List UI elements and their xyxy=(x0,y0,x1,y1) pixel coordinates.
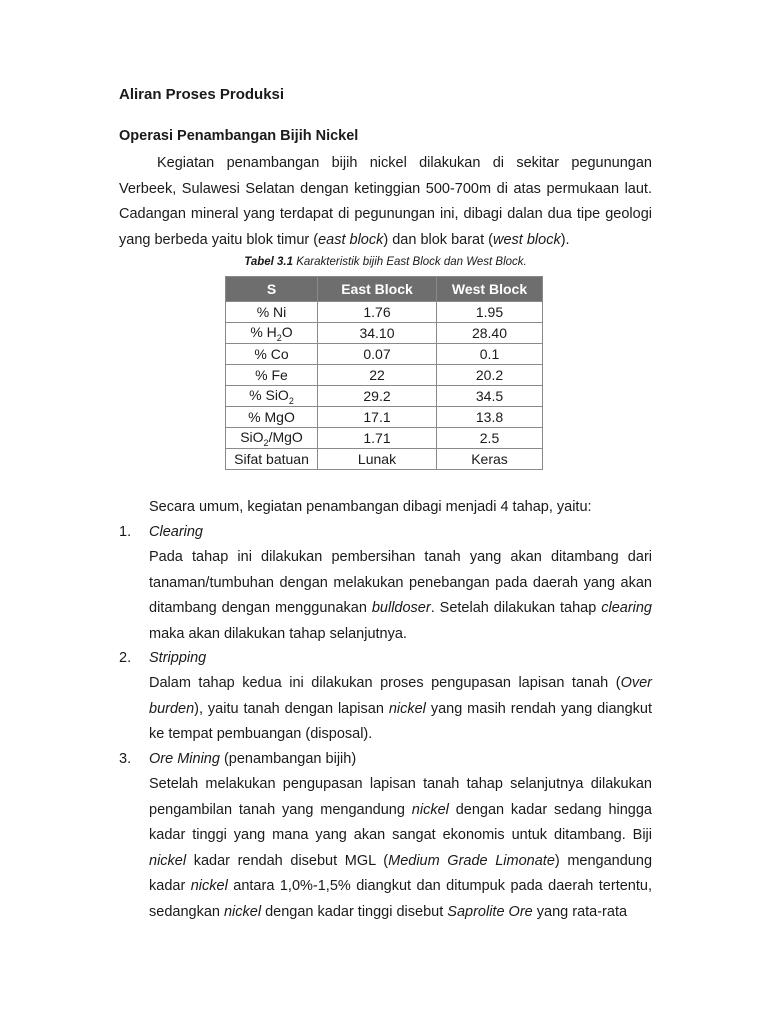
parameter-cell: % MgO xyxy=(226,407,318,428)
header-s: S xyxy=(226,277,318,302)
east-block-cell: 34.10 xyxy=(318,323,437,344)
intro-text-1: Kegiatan penambangan bijih nickel dilakukan di sekitar pegunungan Verbeek, Sulawesi Selatan dengan ketinggian 500-700m di atas permukaan laut. Cadangan mineral yang terdapat di pegunungan ini, dibagi dalan dua tipe geologi yang berbeda yaitu blok timur ( xyxy=(119,155,652,248)
body-text: yang rata-rata xyxy=(532,903,628,920)
body-italic: bulldoser xyxy=(371,600,431,616)
body-italic: Over burden xyxy=(149,675,652,717)
west-block-cell: 28.40 xyxy=(437,323,543,344)
parameter-cell: Sifat batuan xyxy=(226,449,318,470)
parameter-cell: % Ni xyxy=(226,302,318,323)
body-text: Pada tahap ini dilakukan pembersihan tanah yang akan ditambang dari tanaman/tumbuhan dengan melakukan penebangan pada daerah yang akan ditambang dengan menggunakan xyxy=(149,549,652,616)
body-text: dengan kadar tinggi disebut xyxy=(261,903,448,920)
table-row xyxy=(226,407,543,428)
west-block-cell: 34.5 xyxy=(437,386,543,407)
body-text: antara 1,0%-1,5% diangkut dan ditumpuk pada daerah tertentu, sedangkan xyxy=(149,878,652,920)
parameter-cell: SiO$_2$/MgO xyxy=(226,428,318,449)
west-block-cell: 1.95 xyxy=(437,302,543,323)
west-block-cell: 20.2 xyxy=(437,365,543,386)
list-body-clearing xyxy=(149,545,652,647)
table-row xyxy=(226,428,543,449)
body-italic: Saprolite Ore xyxy=(447,903,533,920)
intro-italic-1: east block xyxy=(318,231,384,248)
list-number-2: 2. xyxy=(119,650,132,666)
west-block-cell: 2.5 xyxy=(437,428,543,449)
intro-paragraph xyxy=(119,151,652,253)
body-italic: nickel xyxy=(411,801,449,818)
section-heading: Operasi Penambangan Bijih Nickel xyxy=(119,128,359,144)
east-block-cell: 29.2 xyxy=(318,386,437,407)
table-row xyxy=(226,323,543,344)
west-block-cell: Keras xyxy=(437,449,543,470)
body-italic: nickel xyxy=(223,903,262,920)
east-block-cell: 17.1 xyxy=(318,407,437,428)
caption-label: Tabel 3.1 xyxy=(244,256,294,268)
intro-italic-2: west block xyxy=(493,231,561,248)
table-row xyxy=(226,302,543,323)
stages-lead-paragraph: Secara umum, kegiatan penambangan dibagi menjadi 4 tahap, yaitu: xyxy=(149,499,592,515)
body-italic: Medium Grade Limonate xyxy=(388,852,555,869)
body-text: . Setelah dilakukan tahap xyxy=(430,600,602,616)
body-text: Dalam tahap kedua ini dilakukan proses pengupasan lapisan tanah ( xyxy=(149,675,621,691)
parameter-cell: % SiO$_2$ xyxy=(226,386,318,407)
body-text: ) mengandung kadar xyxy=(149,852,653,894)
caption-text: Karakteristik bijih East Block dan West Block. xyxy=(293,256,527,268)
intro-text-3: ). xyxy=(560,231,570,248)
list-body-ore-mining xyxy=(149,772,652,925)
parameter-cell: % $H_2O$ xyxy=(226,323,318,344)
characteristics-table xyxy=(225,276,543,470)
parameter-cell: % Fe xyxy=(226,365,318,386)
table-row xyxy=(226,386,543,407)
table-caption xyxy=(119,256,652,268)
east-block-cell: Lunak xyxy=(318,449,437,470)
heading-text: Ore Mining xyxy=(149,751,220,767)
heading-text: Stripping xyxy=(149,650,207,666)
parameter-cell: % Co xyxy=(226,344,318,365)
list-number-3: 3. xyxy=(119,751,132,767)
list-heading-ore-mining xyxy=(149,747,356,773)
header-east-block: East Block xyxy=(318,277,437,302)
body-text: ), yaitu tanah dengan lapisan xyxy=(194,700,389,717)
list-number-1: 1. xyxy=(119,524,132,540)
list-heading-clearing xyxy=(149,520,203,546)
west-block-cell: 13.8 xyxy=(437,407,543,428)
heading-text: Clearing xyxy=(149,524,203,540)
body-text: dengan kadar sedang hingga kadar tinggi yang mana yang akan sangat ekonomis untuk ditambang. Biji xyxy=(149,801,652,843)
list-heading-stripping xyxy=(149,646,206,672)
east-block-cell: 1.71 xyxy=(318,428,437,449)
body-italic: clearing xyxy=(601,600,652,616)
table-row xyxy=(226,344,543,365)
body-text: maka akan dilakukan tahap selanjutnya. xyxy=(149,625,407,642)
table-row xyxy=(226,365,543,386)
body-text: kadar rendah disebut MGL ( xyxy=(186,852,389,869)
east-block-cell: 22 xyxy=(318,365,437,386)
body-text: yang masih rendah yang diangkut ke tempat pembuangan (disposal). xyxy=(149,700,652,742)
west-block-cell: 0.1 xyxy=(437,344,543,365)
table-row xyxy=(226,449,543,470)
intro-text-2: ) dan blok barat ( xyxy=(383,231,493,248)
east-block-cell: 1.76 xyxy=(318,302,437,323)
body-italic: nickel xyxy=(190,878,228,894)
heading-suffix: (penambangan bijih) xyxy=(219,751,357,767)
list-body-stripping xyxy=(149,671,652,748)
body-text: Setelah melakukan pengupasan lapisan tanah tahap selanjutnya dilakukan pengambilan tanah yang mengandung xyxy=(149,776,652,818)
body-italic: nickel xyxy=(388,700,426,717)
header-west-block: West Block xyxy=(437,277,543,302)
east-block-cell: 0.07 xyxy=(318,344,437,365)
table-header-row xyxy=(226,277,543,302)
page-title: Aliran Proses Produksi xyxy=(119,86,285,103)
body-italic: nickel xyxy=(149,852,187,869)
